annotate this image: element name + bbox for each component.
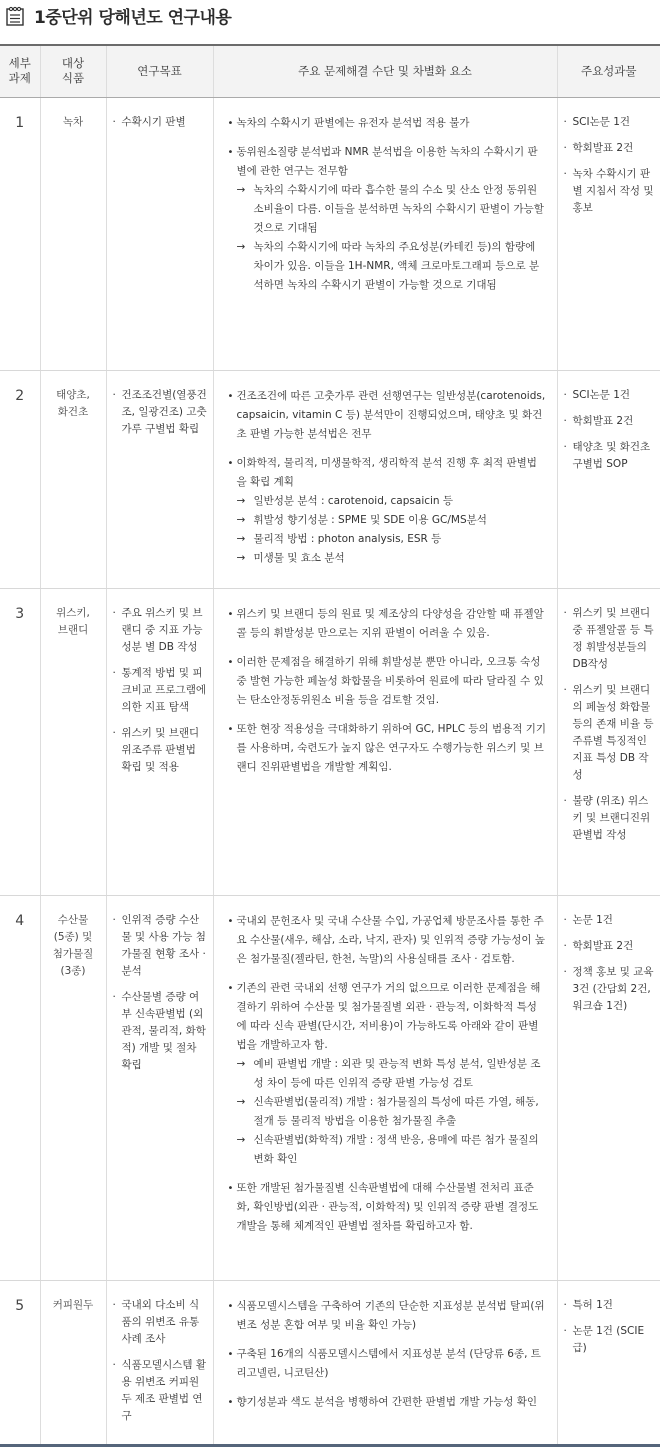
page-header bbox=[0, 0, 660, 34]
research-goal-cell bbox=[106, 895, 213, 1280]
header-target-food bbox=[40, 45, 106, 97]
output-cell bbox=[557, 370, 660, 588]
table-row bbox=[0, 1280, 660, 1445]
goal-item: · 주요 위스키 및 브랜디 중 지표 가능성분 별 DB 작성 bbox=[113, 605, 209, 656]
method-cell bbox=[213, 370, 557, 588]
output-item: · 정책 홍보 및 교육 3건 (간담회 2건, 워크숍 1건) bbox=[564, 964, 657, 1015]
header-research-goal-label: 연구목표 bbox=[137, 63, 182, 78]
header-task-no bbox=[0, 45, 40, 97]
header-output bbox=[557, 45, 660, 97]
target-food-cell: 녹차 bbox=[40, 97, 106, 370]
method-point: • 이화학적, 물리적, 미생물학적, 생리학적 분석 진행 후 최적 판별법을 확립 계획 bbox=[228, 454, 547, 492]
method-point: • 녹차의 수확시기 판별에는 유전자 분석법 적용 불가 bbox=[228, 114, 547, 133]
method-block bbox=[228, 454, 547, 568]
page-title: 1중단위 당해년도 연구내용 bbox=[34, 8, 232, 28]
method-block bbox=[228, 979, 547, 1169]
research-goal-cell bbox=[106, 97, 213, 370]
table-row bbox=[0, 370, 660, 588]
method-block bbox=[228, 387, 547, 444]
method-point: • 향기성분과 색도 분석을 병행하여 간편한 판별법 개발 가능성 확인 bbox=[228, 1393, 547, 1412]
output-list bbox=[564, 605, 657, 844]
method-block bbox=[228, 1393, 547, 1412]
output-item: · 학회발표 2건 bbox=[564, 140, 657, 157]
output-item: · 학회발표 2건 bbox=[564, 938, 657, 955]
output-item: · 논문 1건 (SCIE급) bbox=[564, 1323, 657, 1357]
method-point: • 건조조건에 따른 고춧가루 관련 선행연구는 일반성분(carotenoids, capsaicin, vitamin C 등) 분석만이 진행되었으며, 태양초 및 화건초 판별 가능한 분석법은 전무 bbox=[228, 387, 547, 444]
output-item: · SCI논문 1건 bbox=[564, 114, 657, 131]
method-point: • 이러한 문제점을 해결하기 위해 휘발성분 뿐만 아니라, 오크통 숙성 중 발현 가능한 페놀성 화합물을 비롯하여 원료에 따라 달라질 수 있는 탄소안정동위원소 비율 등을 검토할 것임. bbox=[228, 653, 547, 710]
task-no-cell: 2 bbox=[0, 370, 40, 588]
method-subpoint: → 휘발성 향기성분 : SPME 및 SDE 이용 GC/MS분석 bbox=[228, 511, 547, 530]
target-food-cell: 수산물 (5종) 및 첨가물질 (3종) bbox=[40, 895, 106, 1280]
header-task-no-label: 세부 과제 bbox=[8, 56, 31, 86]
table-row bbox=[0, 97, 660, 370]
method-block bbox=[228, 1179, 547, 1236]
method-cell bbox=[213, 588, 557, 895]
table-row bbox=[0, 895, 660, 1280]
output-item: · SCI논문 1건 bbox=[564, 387, 657, 404]
output-list bbox=[564, 1297, 657, 1357]
goal-list bbox=[113, 605, 209, 776]
goal-item: · 인위적 증량 수산물 및 사용 가능 첨가물질 현황 조사 · 분석 bbox=[113, 912, 209, 980]
method-block bbox=[228, 114, 547, 133]
goal-list bbox=[113, 912, 209, 1074]
method-subpoint: → 신속판별법(물리적) 개발 : 첨가물질의 특성에 따른 가열, 해동, 절개 등 물리적 방법을 이용한 첨가물질 추출 bbox=[228, 1093, 547, 1131]
goal-list bbox=[113, 114, 209, 131]
method-subpoint: → 신속판별법(화학적) 개발 : 정색 반응, 용매에 따른 첨가 물질의 변화 확인 bbox=[228, 1131, 547, 1169]
header-target-food-label: 대상 식품 bbox=[61, 56, 85, 86]
output-cell bbox=[557, 97, 660, 370]
goal-list bbox=[113, 387, 209, 438]
output-item: · 녹차 수확시기 판별 지침서 작성 및 홍보 bbox=[564, 166, 657, 217]
target-food-cell: 위스키, 브랜디 bbox=[40, 588, 106, 895]
table-row bbox=[0, 588, 660, 895]
method-block bbox=[228, 1297, 547, 1335]
method-block bbox=[228, 143, 547, 295]
output-cell bbox=[557, 588, 660, 895]
method-block bbox=[228, 653, 547, 710]
goal-item: · 식품모델시스템 활용 위변조 커피원두 제조 판별법 연구 bbox=[113, 1357, 209, 1425]
research-table bbox=[0, 44, 660, 1447]
target-food-cell: 태양초, 화건초 bbox=[40, 370, 106, 588]
goal-item: · 통계적 방법 및 피크비교 프로그램에 의한 지표 탐색 bbox=[113, 665, 209, 716]
method-point: • 기존의 관련 국내외 선행 연구가 거의 없으므로 이러한 문제점을 해결하기 위하여 수산물 및 첨가물질별 외관 · 관능적, 이화학적 특성에 따라 신속 판별(단시간, 저비용)이 가능하도록 아래와 같이 판별법을 개발하고자 함. bbox=[228, 979, 547, 1055]
method-subpoint: → 물리적 방법 : photon analysis, ESR 등 bbox=[228, 530, 547, 549]
output-cell bbox=[557, 895, 660, 1280]
method-block bbox=[228, 1345, 547, 1383]
header-research-goal bbox=[106, 45, 213, 97]
method-cell bbox=[213, 97, 557, 370]
header-method bbox=[213, 45, 557, 97]
output-item: · 위스키 및 브랜디 중 퓨젤알콜 등 특정 휘발성분들의 DB작성 bbox=[564, 605, 657, 673]
method-cell bbox=[213, 895, 557, 1280]
method-subpoint: → 녹차의 수확시기에 따라 녹차의 주요성분(카테킨 등)의 함량에 차이가 있음. 이들을 1H-NMR, 액체 크로마토그래피 등으로 분석하면 녹차의 수확시기 판별이 가능할 것으로 기대됨 bbox=[228, 238, 547, 295]
task-no-cell: 5 bbox=[0, 1280, 40, 1445]
output-item: · 논문 1건 bbox=[564, 912, 657, 929]
research-goal-cell bbox=[106, 588, 213, 895]
method-subpoint: → 일반성분 분석 : carotenoid, capsaicin 등 bbox=[228, 492, 547, 511]
task-no-cell: 3 bbox=[0, 588, 40, 895]
method-point: • 구축된 16개의 식품모델시스템에서 지표성분 분석 (단당류 6종, 트리고넬린, 니코틴산) bbox=[228, 1345, 547, 1383]
method-point: • 또한 개발된 첨가물질별 신속판별법에 대해 수산물별 전처리 표준화, 확인방법(외관 · 관능적, 이화학적) 및 인위적 증량 판별 결정도 개발을 통해 체계적인 판별법 절차를 확립하고자 함. bbox=[228, 1179, 547, 1236]
goal-item: · 수산물별 증량 여부 신속판별법 (외관적, 물리적, 화학적) 개발 및 절차 확립 bbox=[113, 989, 209, 1074]
method-subpoint: → 녹차의 수확시기에 따라 흡수한 물의 수소 및 산소 안정 동위원소비율이 다름. 이들을 분석하면 녹차의 수확시기 판별이 가능할 것으로 기대됨 bbox=[228, 181, 547, 238]
method-point: • 동위원소질량 분석법과 NMR 분석법을 이용한 녹차의 수확시기 판별에 관한 연구는 전무함 bbox=[228, 143, 547, 181]
output-item: · 위스키 및 브랜디의 페놀성 화합물 등의 존재 비율 등 주류별 특징적인 지표 특성 DB 작성 bbox=[564, 682, 657, 784]
method-block bbox=[228, 912, 547, 969]
output-list bbox=[564, 912, 657, 1015]
goal-item: · 수확시기 판별 bbox=[113, 114, 209, 131]
goal-item: · 국내외 다소비 식품의 위변조 유통사례 조사 bbox=[113, 1297, 209, 1348]
goal-list bbox=[113, 1297, 209, 1425]
method-point: • 위스키 및 브랜디 등의 원료 및 제조상의 다양성을 감안할 때 퓨젤알콜 등의 휘발성분 만으로는 지위 판별이 어려울 수 있음. bbox=[228, 605, 547, 643]
output-list bbox=[564, 114, 657, 217]
method-point: • 국내외 문헌조사 및 국내 수산물 수입, 가공업체 방문조사를 통한 주요 수산물(새우, 해삼, 소라, 낙지, 관자) 및 인위적 증량 가능성이 높은 첨가물질(젤라틴, 한천, 녹말)의 사용실태를 조사 · 검토함. bbox=[228, 912, 547, 969]
method-subpoint: → 미생물 및 효소 분석 bbox=[228, 549, 547, 568]
research-goal-cell bbox=[106, 370, 213, 588]
notepad-icon bbox=[6, 6, 24, 26]
output-item: · 태양초 및 화건초 구별법 SOP bbox=[564, 439, 657, 473]
method-subpoint: → 예비 판별법 개발 : 외관 및 관능적 변화 특성 분석, 일반성분 조성 차이 등에 따른 인위적 증량 판별 가능성 검토 bbox=[228, 1055, 547, 1093]
output-item: · 특허 1건 bbox=[564, 1297, 657, 1314]
header-output-label: 주요성과물 bbox=[580, 63, 637, 78]
header-method-label: 주요 문제해결 수단 및 차별화 요소 bbox=[298, 63, 472, 78]
output-cell bbox=[557, 1280, 660, 1445]
goal-item: · 건조조건별(열풍건조, 일광건조) 고춧가루 구별법 확립 bbox=[113, 387, 209, 438]
target-food-cell: 커피원두 bbox=[40, 1280, 106, 1445]
research-goal-cell bbox=[106, 1280, 213, 1445]
output-item: · 불량 (위조) 위스키 및 브랜디진위 판별법 작성 bbox=[564, 793, 657, 844]
method-block bbox=[228, 720, 547, 777]
method-block bbox=[228, 605, 547, 643]
output-list bbox=[564, 387, 657, 473]
method-point: • 식품모델시스템을 구축하여 기존의 단순한 지표성분 분석법 탈피(위변조 성분 혼합 여부 및 비율 확인 가능) bbox=[228, 1297, 547, 1335]
method-point: • 또한 현장 적용성을 극대화하기 위하여 GC, HPLC 등의 범용적 기기를 사용하며, 숙련도가 높지 않은 연구자도 수행가능한 위스키 및 브랜디 진위판별법을 개발할 계획임. bbox=[228, 720, 547, 777]
table-header-row bbox=[0, 45, 660, 97]
task-no-cell: 1 bbox=[0, 97, 40, 370]
goal-item: · 위스키 및 브랜디 위조주류 판별법 확립 및 적용 bbox=[113, 725, 209, 776]
method-cell bbox=[213, 1280, 557, 1445]
task-no-cell: 4 bbox=[0, 895, 40, 1280]
output-item: · 학회발표 2건 bbox=[564, 413, 657, 430]
